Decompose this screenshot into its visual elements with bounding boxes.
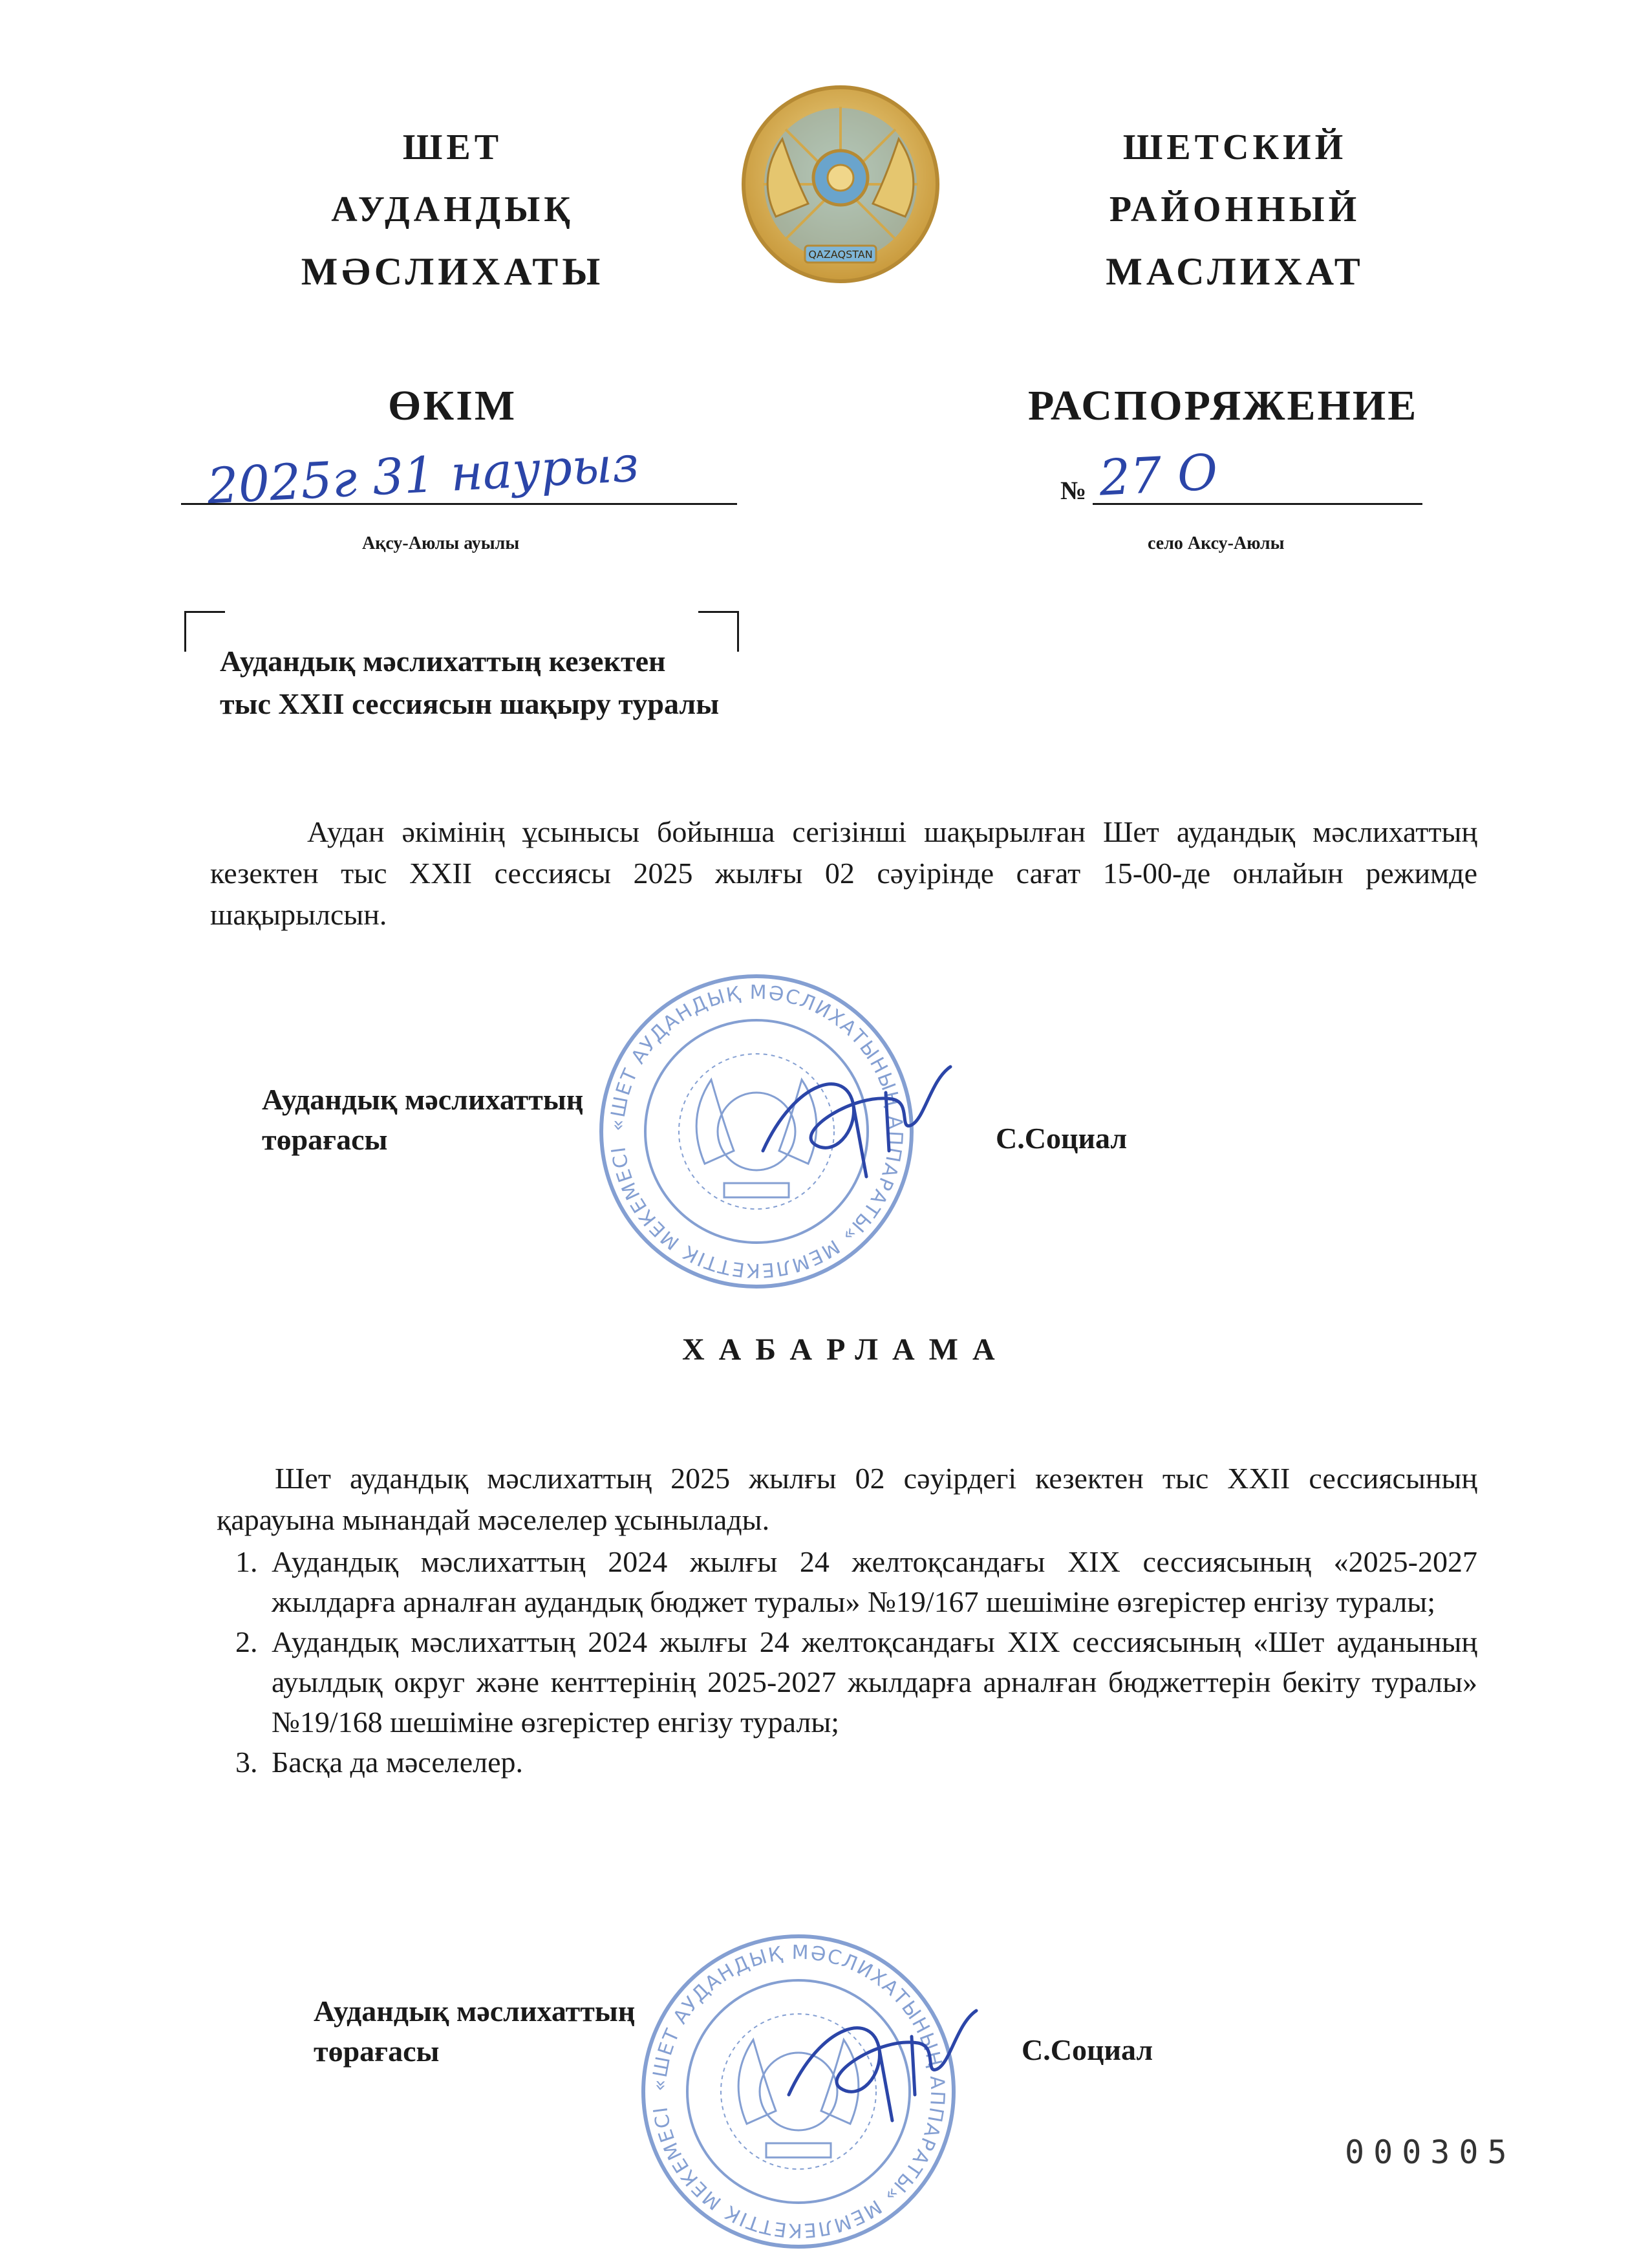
signature-2-title [314,1991,635,2071]
signature-2-title-line-1: Аудандық мәслихаттың [314,1995,636,2027]
number-prefix: № [1060,476,1087,505]
order-paragraph: Аудан әкімінің ұсынысы бойынша сегізінші шақырылған Шет аудандық мәслихаттың кезектен тыс ХХII сессиясы 2025 жылғы 02 сәуірінде сағат 15-00-де онлайын режимде шақырылсын. [210,815,1477,931]
emblem-label: QAZAQSTAN [808,248,873,261]
header-kz-line-2: АУДАНДЫҚ [331,189,574,230]
number-line [1093,503,1422,505]
signature-1-title-line-2: төрағасы [262,1123,388,1156]
handwritten-signature-1 [756,1054,957,1183]
signature-1-title [262,1080,583,1160]
place-ru: село Аксу-Аюлы [1148,533,1285,553]
place-kz: Ақсу-Аюлы ауылы [362,533,520,553]
doc-type-ru: РАСПОРЯЖЕНИЕ [1028,382,1419,429]
title-bracket-left [184,611,225,652]
signature-2-title-line-2: төрағасы [314,2035,440,2068]
header-kz-line-1: ШЕТ [402,127,503,167]
doc-type-kz: ӨКІМ [388,382,517,429]
serial-number: 000305 [1345,2134,1516,2171]
header-kz-line-3: МӘСЛИХАТЫ [301,250,605,293]
header-ru [1009,116,1461,303]
header-kz [226,116,679,303]
notice-heading: ХАБАРЛАМА [682,1332,1009,1367]
agenda-item-3: 3. Басқа да мәселелер. [265,1742,1477,1782]
stamp-1-ring-text: «ШЕТ АУДАНДЫҚ МӘСЛИХАТЫНЫҢ АППАРАТЫ» МЕМЛЕКЕТТІК МЕКЕМЕСІ [606,981,907,1282]
signature-2-name: С.Социал [1022,2033,1153,2066]
title-line-2: тыс ХХII сессиясын шақыру туралы [220,687,720,720]
stamp-2-ring-text: «ШЕТ АУДАНДЫҚ МӘСЛИХАТЫНЫҢ АППАРАТЫ» МЕМЛЕКЕТТІК МЕКЕМЕСІ [648,1941,949,2242]
agenda-item-2: 2. Аудандық мәслихаттың 2024 жылғы 24 желтоқсандағы ХIХ сессиясының «Шет ауданының ауылдық округ және кенттерінің 2025-2027 жылдарға арналған бюджеттерін бекіту туралы» №19/168 шешіміне өзгерістер енгізу туралы; [265,1622,1477,1742]
agenda-list [207,1542,1477,1782]
date-handwritten: 2025г 31 наурыз [206,434,641,515]
signature-1-title-line-1: Аудандық мәслихаттың [262,1083,584,1116]
header-ru-line-3: МАСЛИХАТ [1106,250,1364,293]
notice-intro: Шет аудандық мәслихаттың 2025 жылғы 02 сәуірдегі кезектен тыс ХХII сессиясының қарауына мынандай мәселелер ұсынылады. [217,1462,1477,1536]
document-title [220,640,719,725]
signature-1-name: С.Социал [996,1122,1128,1155]
header-ru-line-1: ШЕТСКИЙ [1122,127,1347,167]
title-line-1: Аудандық мәслихаттың кезектен [220,645,666,678]
date-line [181,503,737,505]
agenda-item-1: 1. Аудандық мәслихаттың 2024 жылғы 24 желтоқсандағы ХIХ сессиясының «2025-2027 жылдарға арналған аудандық бюджет туралы» №19/167 шешіміне өзгерістер енгізу туралы; [265,1542,1477,1622]
state-emblem [737,81,944,288]
handwritten-signature-2 [782,1998,983,2127]
header-ru-line-2: РАЙОННЫЙ [1109,189,1361,230]
number-handwritten: 27 О [1097,443,1219,507]
